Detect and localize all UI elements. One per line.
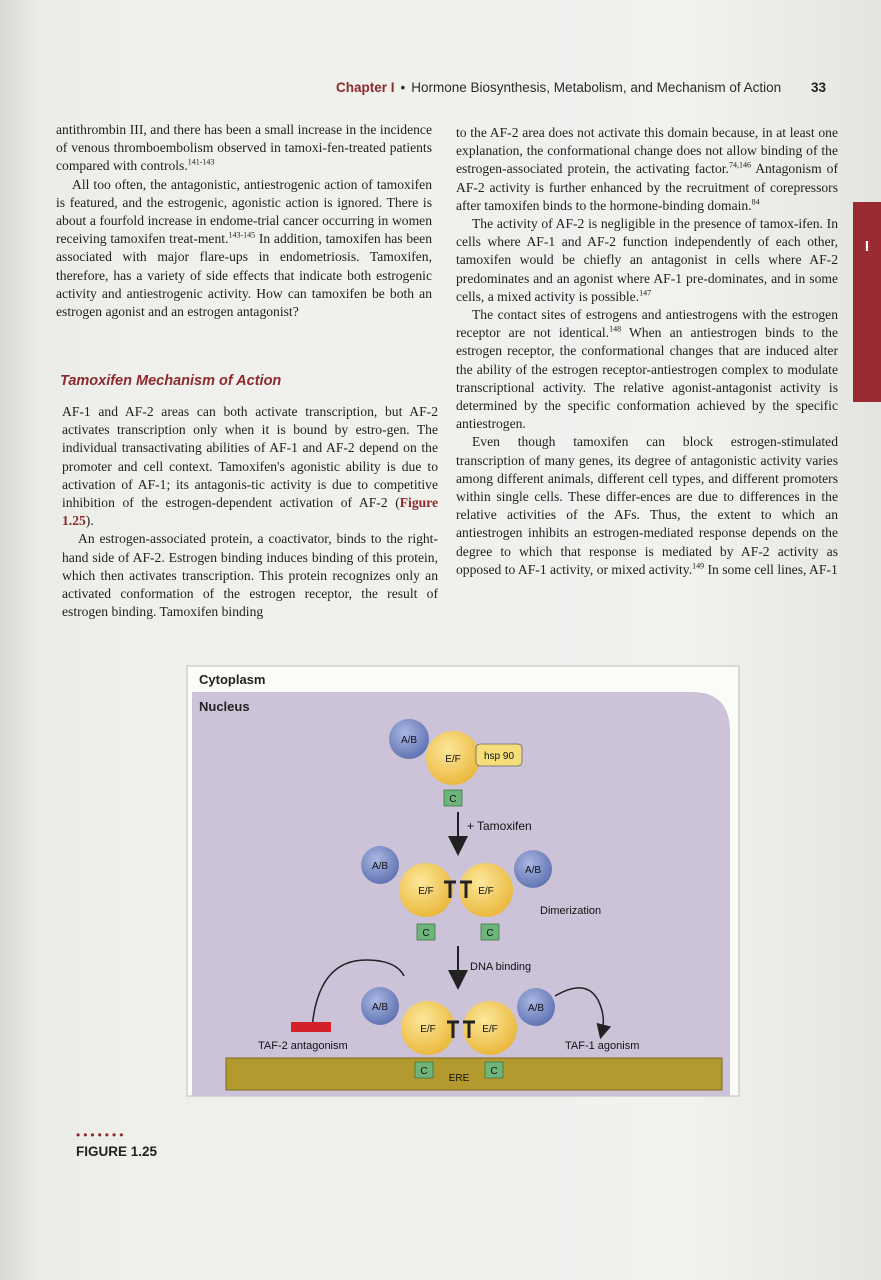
paragraph-text: Antagonism of AF-2 activity is further enhanced by the recruitment of corepressors after tamoxifen binds to the hormone-binding domain.: [456, 161, 838, 213]
dna-strand: [226, 1058, 722, 1090]
tamoxifen-label: Tamoxifen: [477, 819, 532, 833]
ef-domain-label: E/F: [418, 886, 434, 897]
page-number: 33: [810, 80, 826, 95]
paragraph: [456, 215, 838, 306]
section-heading: Tamoxifen Mechanism of Action: [60, 373, 282, 389]
ef-domain-label: E/F: [445, 754, 461, 765]
paragraph: [62, 530, 438, 621]
caption-dots: •••••••: [76, 1128, 127, 1142]
taf2-antagonism-label: TAF-2 antagonism: [258, 1040, 348, 1052]
ab-domain-label: A/B: [527, 1003, 545, 1014]
figure-reference-link[interactable]: Figure 1.25: [62, 495, 438, 529]
c-domain-label: C: [486, 928, 494, 939]
ef-domain-label: E/F: [478, 886, 494, 897]
left-column-bottom: [62, 403, 438, 621]
paragraph: [56, 121, 432, 176]
running-header: [336, 80, 826, 95]
paragraph: [456, 124, 838, 215]
paragraph-text: The activity of AF-2 is negligible in the presence of tamox-ifen. In cells where AF-1 and AF-2 function independently of each other, tamoxifen would be chiefly an antagonist in cells where AF-2 predominates and an agonist where AF-1 pre-dominates, and in some cells, a mixed activity is possible.: [456, 216, 838, 304]
ab-domain-label: A/B: [400, 735, 418, 746]
citation: 143-145: [228, 230, 256, 240]
ab-domain-label: A/B: [371, 861, 389, 872]
figure-label: FIGURE 1.25: [76, 1144, 158, 1159]
plus-sign: +: [467, 819, 475, 833]
paragraph-text: ).: [85, 513, 94, 529]
receptor-mechanism-diagram: [0, 660, 881, 1120]
ef-domain-label: E/F: [420, 1024, 436, 1035]
c-domain-label: C: [420, 1066, 428, 1077]
paragraph-text: An estrogen-associated protein, a coactivator, binds to the right-hand side of AF-2. Estrogen binding induces binding of this protein, which then activates transcription. This protein recognizes only an activated conformation of the estrogen receptor, the result of estrogen binding. Tamoxifen binding: [62, 531, 438, 620]
c-domain-label: C: [449, 794, 457, 805]
ab-domain-label: A/B: [524, 865, 542, 876]
header-separator: •: [400, 80, 406, 95]
figure-1-25: [0, 660, 881, 1120]
paragraph-text: All too often, the antagonistic, antiestrogenic action of tamoxifen is featured, and the estrogenic, agonistic action is ignored. There is about a fourfold increase in endome-trial cancer occurring in women receiving tamoxifen treat-ment.: [56, 176, 432, 247]
repressor-bar: [291, 1022, 331, 1032]
citation: 74,146: [728, 160, 751, 170]
paragraph-text: antithrombin III, and there has been a small increase in the incidence of venous thromboembolism observed in tamoxi-fen-treated patients compared with controls.: [56, 122, 432, 174]
citation: 84: [751, 197, 760, 207]
paragraph: [456, 306, 838, 433]
c-domain-label: C: [422, 928, 430, 939]
citation: 148: [609, 324, 622, 334]
chapter-thumb-tab: [853, 202, 881, 402]
cytoplasm-label: Cytoplasm: [199, 672, 266, 687]
hsp90-label: hsp 90: [483, 751, 515, 762]
paragraph-text: AF-1 and AF-2 areas can both activate transcription, but AF-2 activates transcription only when it is bound by estro-gen. The individual transactivating abilities of AF-1 and AF-2 depend on the promoter and cell context. Tamoxifen's agonistic ability is due to activation of AF-1; its antagonis-tic activity is due to competitive inhibition of the estrogen-dependent activation of AF-2 (: [62, 404, 438, 511]
citation: 141-143: [187, 157, 215, 167]
chapter-label: Chapter I: [336, 80, 395, 95]
paragraph-text: to the AF-2 area does not activate this domain because, in at least one explanation, the conformational change does not allow binding of the estrogen-associated protein, the activating factor.: [456, 125, 838, 177]
thumb-tab-label: I: [864, 238, 870, 255]
paragraph-text: When an antiestrogen binds to the estrogen receptor, the conformational changes that are induced alter the ability of the estrogen receptor-antiestrogen complex to modulate transcriptional activity. The relative agonist-antagonist activity is determined by the specific conformation achieved by the specific antiestrogen.: [456, 325, 838, 432]
ef-domain-label: E/F: [482, 1024, 498, 1035]
paragraph: [56, 176, 432, 322]
figure-caption: [76, 1128, 157, 1159]
paragraph: [456, 433, 838, 579]
paragraph: [62, 403, 438, 530]
left-column-top: [56, 121, 432, 321]
paragraph-text: The contact sites of estrogens and antiestrogens with the estrogen receptor are not identical.: [456, 307, 838, 341]
right-column: [456, 124, 838, 579]
paragraph-text: In some cell lines, AF-1: [704, 561, 838, 577]
dna-binding-label: DNA binding: [470, 961, 532, 973]
dimerization-label: Dimerization: [540, 905, 602, 917]
nucleus-label: Nucleus: [199, 699, 250, 714]
chapter-title: Hormone Biosynthesis, Metabolism, and Mechanism of Action: [411, 80, 782, 95]
ere-label: ERE: [448, 1073, 470, 1084]
citation: 147: [639, 288, 652, 298]
citation: 149: [692, 561, 705, 571]
paragraph-text: In addition, tamoxifen has been associated with major flare-ups in endometriosis. Tamoxifen, therefore, has a variety of side effects that indicate both estrogenic activity and antiestrogenic activity. How can tamoxifen be both an estrogen agonist and an estrogen antagonist?: [56, 231, 432, 320]
paragraph-text: Even though tamoxifen can block estrogen-stimulated transcription of many genes, its degree of antagonistic activity varies among different animals, different cell types, and different promoters within single cells. These differ-ences are due to differences in the relative activities of the AFs. Thus, the extent to which an antiestrogen inhibits an estrogen-mediated response depends on the degree to which that response is mediated by AF-2 activity as opposed to AF-1 activity, or mixed activity.: [456, 434, 838, 577]
ab-domain-label: A/B: [371, 1002, 389, 1013]
taf1-agonism-label: TAF-1 agonism: [565, 1040, 640, 1052]
c-domain-label: C: [490, 1066, 498, 1077]
